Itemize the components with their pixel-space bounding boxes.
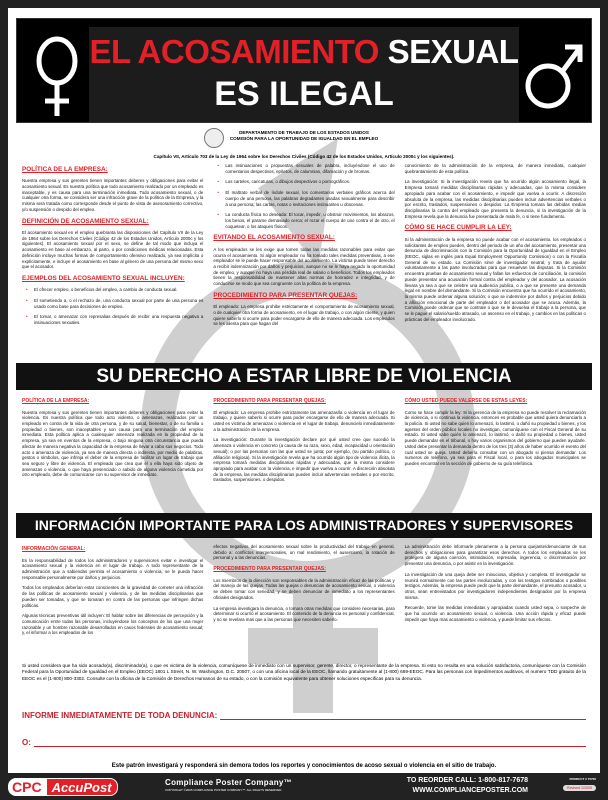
paragraph: Es la responsabilidad de todos los administradores y supervisores evitar e investigar el acosamiento sexual y la violencia en el lugar de trabajo. A todo representante de la administración que a sabiendas permita el acosamiento o violencia, se le pueda hacer responsable personalmente por daños y perjuicios. bbox=[22, 557, 204, 580]
paragraph: La empresa investigara la denuncia, o tomara otras medidas que considere necesarias, para determinar si ocurrió el acosamiento. El contenido de la denuncia es personal y confidencial, y no se revelara mas que a las personas que necesiten saberlo. bbox=[213, 605, 395, 622]
male-symbol-icon bbox=[523, 31, 583, 121]
heading: CÓMO USTED PUEDE VALERSE DE ESTAS LEYES: bbox=[404, 398, 528, 404]
section-violence bbox=[22, 396, 586, 488]
heading: POLÍTICA DE LA EMPRESA: bbox=[22, 166, 108, 173]
heading: PROCEDIMIENTO PARA PRESENTAR QUEJAS: bbox=[213, 398, 326, 404]
heading: POLÍTICA DE LA EMPRESA: bbox=[22, 398, 90, 404]
paragraph: A los empleados se les exige que tomen todas las medidas razonables para evitar que ocurra el acosamiento. Si algún empleador no ha tomado tales medidas preventivas, a ese empleador se le puede hacer responsable del acosamiento. La víctima puede tener derecho a recibir indemnización por daños y perjuicios, aunque no se le haya negado la oportunidad de empleo, y aunque no haya una pérdida real de salario o beneficios. Todos los empleados tienen la responsabilidad de mantener altas normas de honradez e integridad, y de conducirse se modo que sea congruente con la política de la empresa. bbox=[213, 246, 395, 287]
paragraph: Nuestra empresa y sus gerentes tienen importantes deberes y obligaciones para evitar el acosamiento sexual. Es nuestra política que todo acosamiento realizado por un empleado es inaceptable, y es causa para una terminación inmediata. Todo acosamiento sexual, o de cualquier otra forma, se considera ser una infracción grave de la política de la Empresa, y la misma sera tratada como corresponde desde el punto de vista de asesoramiento correctivo, y/o suspensión o despido del empleo. bbox=[22, 178, 204, 212]
law-citation: Capítulo VII, Artículo 703 de la Ley de 1964 sobre los Derechos Civiles (Código 42 de los Estados Unidos, Artículo 2000c y los siguientes). bbox=[153, 154, 455, 159]
report-line[interactable] bbox=[34, 746, 586, 747]
title-line-2: ES ILEGAL bbox=[214, 75, 394, 113]
section-banner-violence: SU DERECHO A ESTAR LIBRE DE VIOLENCIA bbox=[16, 363, 592, 390]
list-item: • El maltrato verbal de índole sexual, los comentarios verbales gráficos acerca del cuerpo de una persona, las palabras degradantes usadas sexualmente para describir a una persona; las cartas, notas o invitaciones insinuantes u obscenas. bbox=[219, 190, 394, 207]
report-field-2[interactable]: O: bbox=[22, 738, 586, 747]
section-banner-supervisors: INFORMACIÓN IMPORTANTE PARA LOS ADMINISTRADORES Y SUPERVISORES bbox=[16, 513, 592, 538]
paragraph: El empleado: La empresa prohibe estrictamente las amenazas/la o violencia en el lugar de trabajo, y quiere saberlo si ocurre para poder encargarse de ello de manera adecuada. Si usted es victima de amenazas o violencia en el lugar de trabajo, denuncielo inmediatamente a la administración de la empresa. bbox=[213, 409, 395, 432]
paragraph: La administración debe informarle plenamente a la persona quejante/denunciante de sus derechos y obligaciones para garantizar esos derechos. A todos los empleados se les protegera de alguna coerción, intimidación, represalia, ingerencia, o discriminación por presentar una denuncia, o por asistir en la investigación. bbox=[404, 544, 586, 567]
paragraph: Algunas técnicas preventivas útil incluyen: El hablar sobre las diferencias de percepción y la comunicación entre todas las personas, incluyéndose los conceptos de los que una mujer razonable y un hombre razonable desarrollados en casos federales de acosamiento sexual; y, el informar a los empleados de los bbox=[22, 613, 204, 636]
heading: INFORMACIÓN GENERAL: bbox=[22, 546, 86, 552]
title-banner bbox=[16, 18, 592, 123]
list-item: • Los carteles, caricaturas, o dibujos despectivos o pornográficos. bbox=[219, 179, 394, 185]
product-number: PRODUCT # 75700 bbox=[569, 777, 596, 781]
title-line-1: EL ACOSAMIENTO SEXUAL bbox=[89, 33, 519, 70]
company-name: Compliance Poster Company™ bbox=[165, 778, 292, 787]
paragraph: El acosamiento sexual en el empleo quebranta las disposiciones del Capítulo VII de la Ley de 1964 sobre los Derechos Civiles (Código 42 de los Estados Unidos, Artículo 2000c y los siguientes). El acosamiento sexual por el sexo, se define de tal modo que incluya el acosamiento en base al embarazo, al parto, o por condiciones médicas relacionadas. Esta definición incluye muchas formas de comportamiento ofensivo realizado, ya sea implícita o explícitamente, e incluye el acosamiento en base al género de una persona del mismo sexo que el acosador. bbox=[22, 229, 204, 270]
heading: EJEMPLOS DEL ACOSAMIENTO SEXUAL INCLUYEN: bbox=[22, 275, 185, 282]
paragraph: Los miembros de la dirección son responsables de la administración eficaz de las políticas y del manejo de las quejas. Todas las quejas o denuncias de acosamiento sexual, o violencia se deben tomar con seriedad, y se deben denunciar de inmediato a los representantes oficiales designados. bbox=[213, 577, 395, 600]
website-link[interactable]: WWW.COMPLIANCEPOSTER.COM bbox=[412, 787, 528, 795]
heading: EVITANDO EL ACOSAMIENTO SEXUAL: bbox=[213, 234, 335, 242]
report-line[interactable] bbox=[220, 719, 586, 720]
paragraph: El empleado: La empresa prohibe estrictamente el comportamiento de acosamiento sexual, o de cualquier otra forma de acosamiento, en el lugar de trabajo, o con algún cliente, y quien quiere saberlo si ocurre para poder encargarse de ello de manera adecuada. Los empleados se les alienta para que hagan del bbox=[213, 304, 395, 327]
list-item: • El ofrecer empleo, o beneficios del empleo, a cambio de conducta sexual. bbox=[28, 287, 203, 293]
contact-eeoc-paragraph: Si usted considera que ha sido acosado(a), discriminado(a), o que es victima de la violencia, comuníquese de inmediato con un supervisor, gerente, director, o representante de la empresa. Si esto no resulta en una solución satisfactoria, comuníquese con la Comisión Federal para la Oportunidad de Igualdad en el Empleo (EEOC) 1801 L Street, N. W. Washington, D.C. 20507, o con una oficina local de la EEOC, llamando gratuitamente al (1-800) 669-EEOC. Para las personas con impedimentos auditivos, el numero TDD gratuito de la EEOC es el (1-800) 800-3302. Consulte con la oficina de la Comisión de Derechos Humanos de su estado, o con la comisión equivalente para obtener soluciones especificas para su denuncia. bbox=[22, 663, 586, 681]
paragraph: Si la administración de la empresa no puede acabar con el acosamiento, los empleados o solicitantes de empleo pueden, dentro del periodo de un año del acosamiento, presentar una denuncia de discriminación con la Comisión para la Oportunidad de Igualdad en el Empleo (EEOC, siglas en inglés para Equal Employment Opportunity Comission) o con la Fiscalía General de su estado. La Comisión sirve de investigador neutral, y trata de ayudar voluntariamente a las parte involucradas para que resuelvan las disputas. Si la Comisión encuentra pruebas de acosamiento sexual y fallan los esfuerzos de conciliación, la comisión puede presentar una acusación formal contra del empleador y del acosador. La acusación llevara ya sea a que se celebre una audiencia publica, o a que se presente una demanda legal en nombre del demandante. Si la Comisión encuentra que ha ocurrido el acosamiento, la misma puede ordenar alguna solución; o que se indemnice por daños y perjuicios debido a aflicción emocional de parte del empleador o del acosador que se acusa. Además, la Comisión puede ordenar que se contrate o que se le devuelva el trabajo a la persona, que se le pague el salario/sueldo atrasado, un ascenso en el trabajo, y cambios en las políticas o prácticas del empleador involucrado. bbox=[404, 236, 586, 322]
revised-badge: Revised 1/2005 bbox=[563, 785, 596, 791]
paragraph: Nuestra empresa y sus gerentes tienen importantes deberes y obligaciones para evitar la violencia. Es nuestra política que todo acto violento, o amenazas, realizados por un empleado en contra de la vida de otra persona, y de su salud, bienestar, o de su familia o propiedad o bienes, son inaceptables y son causa para una terminación del empleo inmediata. Esta política aplica a cualesquier amenaza realizada en la propiedad de la empresa, ya sea en eventos de la empresa, o bajo ninguna otra circunstancia que pueda afectar de manera negativa la capacidad de la empresa de llevar a cabo sus negocios. Todo acto o amenaza de violencia, ya sea de manera directa o indirecta, por medio de palabras, gestos o símbolos, que infrinja el deber de la empresa de facilitar un lugar de trabajo que sea seguro y libre de violencia. El empleado que crea que él o ella haya sido objeto de amenazas o violencia, o que haya presenciado o sabido de alguna violencia cometida por otro empleado, debe de comunicarse con su supervisor de inmediato. bbox=[22, 409, 204, 478]
paragraph: La investigación: Si la investigación revela que ha ocurrido algún acosamiento ilegal, la Empresa tomará medidas disciplinarias rápidas y adecuadas, que la misma considere apropiado para acabar con el acosamiento, e impedir que vuelva a ocurrir. A discreción absoluta de la empresa, las medidas disciplinarias pueden incluir advertencias verbales o por escrito, traslados, suspensiones o despidos. La Empresa tomara las debidas medias disciplinarias la contra del empleado que presenta la denuncia, si la investigación de la Empresa revela que la denuncia fue presentada de mala fe, o si tiene fundamento. bbox=[404, 179, 586, 219]
report-field-1[interactable]: INFORME INMEDIATAMENTE DE TODA DENUNCIA: bbox=[22, 711, 586, 720]
agency-names: DEPARTAMENTO DE TRABAJO DE LOS ESTADOS UNIDOS COMISIÓN PARA LA OPORTUNIDAD DE IGUALDAD EN EL EMPLEO bbox=[229, 130, 379, 142]
poster bbox=[8, 8, 600, 773]
heading: PROCEDIMIENTO PARA PRESENTAR QUEJAS: bbox=[213, 566, 326, 573]
paragraph: Como se hace cumplir la ley: Si la gerencia de la empresa no puede resolver la reclamación de violencia, o si continua la violencia, entonces es probable que usted quiera denunciarlo a la policía. Si usted no sabe quien lo amenazó, lo lastimó, o dañó su propiedad o bienes, y los agentes del orden público locales no investigan, comuníquese con el Fiscal General de su estado. Si usted sabe quién lo amenazó, lo lastimó, o dañó su propiedad o bienes, usted puede demandar en el tribunal, o hay varios organismos del gobierno que pueden ayudarle. Usted debe presentar la demanda dentro de los tres (3) años de haber ocurrido el evento del cual usted se queja. Usted debería consultar con un abogado si piensa demandar. Los numeros de teléfono, ya sea para el Fiscal local, o para los abogados municipales se pueden encontrar en la sección de gobierno de su guía telefónica. bbox=[404, 409, 586, 466]
heading: PROCEDIMIENTO PARA PRESENTAR QUEJAS: bbox=[213, 291, 358, 299]
heading: DEFINICIÓN DE ACOSAMIENTO SEXUAL: bbox=[22, 217, 149, 225]
copyright: COPYRIGHT ©2005 COMPLIANCE POSTER COMPANY™. ALL RIGHTS RESERVED. bbox=[165, 788, 283, 792]
paragraph: La investigación de una queja debe ser minuciosa, objetiva y completa. El investigador se reunirá normalmente con las partes involucradas, y con los testigos nombrados o posibles testigos. Además, la empresa puede pedir que la parte demandante, el presunto acosador, u otros, sean entrevistados por investigadores independientes designados por la empresa misma. bbox=[404, 571, 586, 600]
list-item: • Las insinuaciones o propuestas sexuales de palabra, incluyéndose el uso de comentarios despectivos, epítetos, de calumnias, difamación y de bromas. bbox=[219, 163, 394, 174]
accupost-logo: CPC AccuPost bbox=[8, 778, 118, 796]
paragraph: Todos los empleados deberían estar conscientes de la gravedad de cometer una infracción de las políticas de acosamiento sexual y violencia, y de las medidas disciplinarias que pueden ser tomadas, y que se tomaran en contra de las personas que infringen dichas políticas. bbox=[22, 585, 204, 608]
section-harassment bbox=[22, 163, 586, 332]
footer bbox=[0, 773, 608, 800]
heading: CÓMO SE HACE CUMPLIR LA LEY: bbox=[404, 224, 512, 232]
reorder-info: TO REORDER CALL: 1-800-817-7678 WWW.COMPLIANCEPOSTER.COM bbox=[407, 776, 528, 796]
section-supervisors bbox=[22, 544, 586, 641]
list-item: • El sometiendo a, o el rechazo de, una conducta sexual por parte de una persona es usado como base para decisiones de empleo. bbox=[28, 298, 203, 309]
employer-statement: Este patrón investigará y responderá sin demora todos los reportes y conocimientos de acoso sexual o violencia en el sitio de trabajo. bbox=[111, 763, 497, 769]
paragraph: conocimiento de la administración de la empresa, de manera inmediata, cualquier quebrantamiento de esta política. bbox=[404, 163, 586, 174]
paragraph: La investigación: Durante la investigación declare por qué usted cree que sucedió la amenaza o violencia en concreto (a causa de su raza, sexo, edad, incapacidad u orientación sexual); o por las personas con las que usted se junta; por ejemplo, (su partido político, o afiliación religiosa). Si la investigación revela que ha ocurrido algún tipo de violencia ilícita, la empresa tomará medidas disciplinarias rápidas y adecuadas, que la misma considere apropiado para acabar con la violencia, e impedir que vuelva a ocurrir. A discreción absoluta de la empresa, las medidas disciplinarias pueden incluir advertencias verbales o por escrito, traslados, suspensiones, o despidos. bbox=[213, 437, 395, 483]
list-item: • El tomar, o amenazar con represalias después de recibir una respuesta negativa a insinuaciones sexuales. bbox=[28, 314, 203, 325]
paragraph: efectos negativos del acosamiento sexual sobre la productividad del trabajo en general, debido a: conflictos interpersonales, un mal rendimiento, el ausentismo, la rotación de personal y a las denuncias. bbox=[213, 544, 395, 561]
paragraph: Recuerde, tome las medidas inmediatas y apropiadas cuando usted sepa, o sospeche de que ha ocurrido un acosamiento sexual, o violencia. Una acción rápida y eficaz puede impedir que haya mas acosamiento o violencia, y puede limitar sus efectos. bbox=[404, 605, 586, 622]
list-item: • La conducta física no deseada: El tocar, impedir, u obstruir movimientos, los abrazos, los besos, el pararse demasiado cerca; el rozar el cuerpo de uno contra el de otro, el coquetear, o los ataques físicos. bbox=[219, 212, 394, 229]
